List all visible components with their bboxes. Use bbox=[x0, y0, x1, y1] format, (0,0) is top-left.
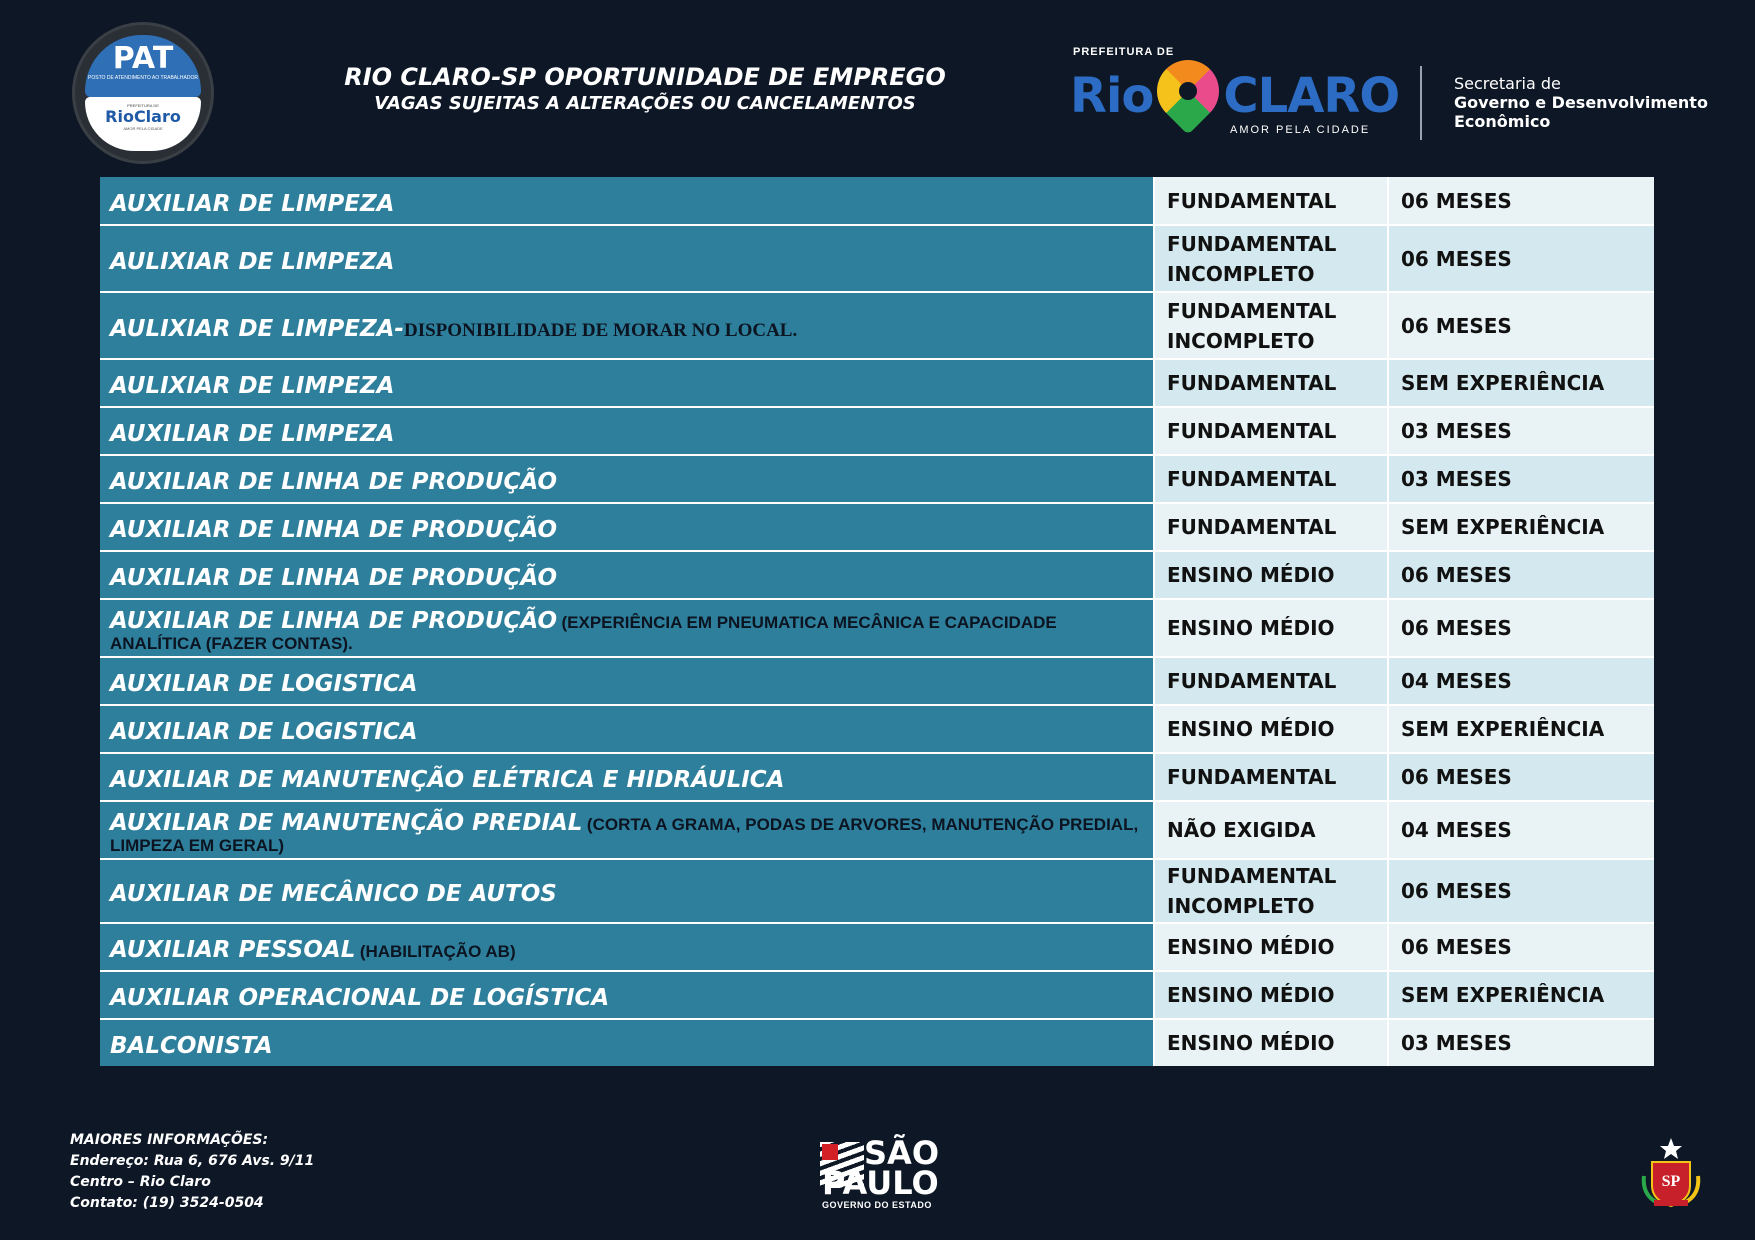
education-cell: FUNDAMENTAL bbox=[1155, 177, 1389, 224]
table-row bbox=[100, 226, 1654, 293]
table-row bbox=[100, 802, 1654, 860]
education-cell: ENSINO MÉDIO bbox=[1155, 706, 1389, 752]
experience-cell: 06 MESES bbox=[1389, 754, 1654, 800]
svg-text:SP: SP bbox=[1661, 1173, 1681, 1190]
job-note: (HABILITAÇÃO AB) bbox=[359, 942, 516, 961]
table-row bbox=[100, 600, 1654, 658]
job-title: AULIXIAR DE LIMPEZA bbox=[110, 373, 395, 399]
pat-logo-prefeitura: PREFEITURA DE bbox=[127, 103, 159, 108]
job-title-cell bbox=[100, 658, 1155, 704]
experience-cell: SEM EXPERIÊNCIA bbox=[1389, 360, 1654, 406]
job-title: AUXILIAR DE LIMPEZA bbox=[110, 190, 395, 217]
job-title-cell bbox=[100, 504, 1155, 550]
pat-logo-city: RioClaro bbox=[105, 107, 181, 126]
education-cell: FUNDAMENTAL bbox=[1155, 360, 1389, 406]
experience-cell: 06 MESES bbox=[1389, 177, 1654, 224]
experience-cell: 06 MESES bbox=[1389, 293, 1654, 358]
rio-claro-logo bbox=[1070, 46, 1400, 138]
table-row bbox=[100, 360, 1654, 408]
job-title-cell bbox=[100, 456, 1155, 502]
job-title-cell bbox=[100, 706, 1155, 752]
experience-cell: SEM EXPERIÊNCIA bbox=[1389, 972, 1654, 1018]
page-subtitle: VAGAS SUJEITAS A ALTERAÇÕES OU CANCELAMENTOS bbox=[374, 93, 916, 114]
education-cell: FUNDAMENTAL bbox=[1155, 658, 1389, 704]
job-title-cell bbox=[100, 226, 1155, 291]
experience-cell: 03 MESES bbox=[1389, 408, 1654, 454]
table-row bbox=[100, 456, 1654, 504]
table-row bbox=[100, 754, 1654, 802]
job-note: (CORTA A GRAMA, PODAS DE ARVORES, MANUTENÇÃO PREDIAL, LIMPEZA EM GERAL) bbox=[110, 815, 1139, 855]
job-title-cell bbox=[100, 754, 1155, 800]
header-divider bbox=[1420, 66, 1422, 140]
pat-logo-name: PAT bbox=[112, 41, 174, 76]
education-cell: ENSINO MÉDIO bbox=[1155, 1020, 1389, 1066]
experience-cell: 04 MESES bbox=[1389, 658, 1654, 704]
education-cell: NÃO EXIGIDA bbox=[1155, 802, 1389, 858]
job-title: AUXILIAR DE LINHA DE PRODUÇÃO bbox=[110, 565, 558, 591]
sp-coat-of-arms-icon bbox=[1640, 1136, 1702, 1210]
education-cell: FUNDAMENTAL INCOMPLETO bbox=[1155, 226, 1389, 291]
experience-cell: 03 MESES bbox=[1389, 1020, 1654, 1066]
page-header bbox=[0, 0, 1755, 175]
job-title-cell bbox=[100, 802, 1155, 858]
table-row bbox=[100, 408, 1654, 456]
pat-logo bbox=[72, 22, 214, 164]
job-note: (EXPERIÊNCIA EM PNEUMATICA MECÂNICA E CAPACIDADE ANALÍTICA (FAZER CONTAS). bbox=[110, 613, 1057, 653]
page-title: RIO CLARO-SP OPORTUNIDADE DE EMPREGO bbox=[344, 63, 946, 91]
job-title: AUXILIAR DE LINHA DE PRODUÇÃO bbox=[110, 608, 558, 634]
table-row bbox=[100, 706, 1654, 754]
job-title: AUXILIAR DE LINHA DE PRODUÇÃO bbox=[110, 517, 558, 543]
table-row bbox=[100, 504, 1654, 552]
job-title-cell bbox=[100, 1020, 1155, 1066]
job-title-cell bbox=[100, 600, 1155, 656]
job-title: AUXILIAR DE LOGISTICA bbox=[110, 719, 418, 745]
experience-cell: SEM EXPERIÊNCIA bbox=[1389, 706, 1654, 752]
experience-cell: 04 MESES bbox=[1389, 802, 1654, 858]
experience-cell: 06 MESES bbox=[1389, 860, 1654, 922]
education-cell: FUNDAMENTAL INCOMPLETO bbox=[1155, 293, 1389, 358]
table-row bbox=[100, 293, 1654, 360]
job-title-cell bbox=[100, 408, 1155, 454]
map-pin-icon bbox=[1145, 47, 1233, 135]
title-block bbox=[340, 62, 950, 116]
table-row bbox=[100, 658, 1654, 706]
table-row bbox=[100, 860, 1654, 924]
job-title-cell bbox=[100, 360, 1155, 406]
job-title-cell bbox=[100, 552, 1155, 598]
info-contact: Contato: (19) 3524-0504 bbox=[70, 1195, 264, 1211]
experience-cell: 06 MESES bbox=[1389, 226, 1654, 291]
education-cell: FUNDAMENTAL bbox=[1155, 754, 1389, 800]
job-title: AUXILIAR DE MANUTENÇÃO ELÉTRICA E HIDRÁULICA bbox=[110, 767, 785, 793]
education-cell: ENSINO MÉDIO bbox=[1155, 924, 1389, 970]
rc-logo-prefeitura: PREFEITURA DE bbox=[1073, 46, 1175, 58]
job-title-cell bbox=[100, 860, 1155, 922]
education-cell: ENSINO MÉDIO bbox=[1155, 552, 1389, 598]
table-row bbox=[100, 177, 1654, 226]
info-district: Centro – Rio Claro bbox=[70, 1174, 211, 1190]
job-title: AUXILIAR DE LIMPEZA bbox=[110, 421, 395, 447]
job-title: AUXILIAR PESSOAL bbox=[110, 937, 356, 963]
job-title-cell bbox=[100, 972, 1155, 1018]
education-cell: FUNDAMENTAL INCOMPLETO bbox=[1155, 860, 1389, 922]
job-title: AUXILIAR DE MECÂNICO DE AUTOS bbox=[110, 881, 557, 907]
info-address: Endereço: Rua 6, 676 Avs. 9/11 bbox=[70, 1153, 315, 1169]
job-title: AUXILIAR DE MANUTENÇÃO PREDIAL bbox=[110, 810, 583, 836]
job-title: AULIXIAR DE LIMPEZA- bbox=[110, 315, 404, 342]
job-note: DISPONIBILIDADE DE MORAR NO LOCAL. bbox=[403, 319, 798, 341]
info-title: MAIORES INFORMAÇÕES: bbox=[70, 1132, 269, 1148]
education-cell: FUNDAMENTAL bbox=[1155, 504, 1389, 550]
rc-logo-wordmark: Rio CLARO bbox=[1070, 60, 1399, 124]
experience-cell: 06 MESES bbox=[1389, 600, 1654, 656]
secretaria-label: Secretaria de Governo e Desenvolvimento Econômico bbox=[1454, 74, 1708, 131]
rc-logo-tagline: AMOR PELA CIDADE bbox=[1230, 124, 1371, 136]
table-row bbox=[100, 972, 1654, 1020]
education-cell: ENSINO MÉDIO bbox=[1155, 972, 1389, 1018]
job-title-cell bbox=[100, 924, 1155, 970]
education-cell: ENSINO MÉDIO bbox=[1155, 600, 1389, 656]
sao-paulo-government-logo: SÃO PAULO GOVERNO DO ESTADO bbox=[822, 1134, 940, 1210]
experience-cell: 06 MESES bbox=[1389, 552, 1654, 598]
experience-cell: 06 MESES bbox=[1389, 924, 1654, 970]
pat-logo-tagline: AMOR PELA CIDADE bbox=[123, 126, 163, 131]
experience-cell: SEM EXPERIÊNCIA bbox=[1389, 504, 1654, 550]
jobs-table bbox=[100, 177, 1654, 1066]
table-row bbox=[100, 1020, 1654, 1066]
contact-info bbox=[70, 1130, 314, 1214]
experience-cell: 03 MESES bbox=[1389, 456, 1654, 502]
job-title-cell bbox=[100, 293, 1155, 358]
education-cell: FUNDAMENTAL bbox=[1155, 456, 1389, 502]
job-title: AUXILIAR OPERACIONAL DE LOGÍSTICA bbox=[110, 985, 610, 1011]
table-row bbox=[100, 552, 1654, 600]
job-title-cell bbox=[100, 177, 1155, 224]
job-title: AULIXIAR DE LIMPEZA bbox=[110, 248, 395, 275]
pat-logo-subtitle: POSTO DE ATENDIMENTO AO TRABALHADOR bbox=[88, 75, 198, 81]
job-title: AUXILIAR DE LINHA DE PRODUÇÃO bbox=[110, 469, 558, 495]
job-title: AUXILIAR DE LOGISTICA bbox=[110, 671, 418, 697]
table-row bbox=[100, 924, 1654, 972]
education-cell: FUNDAMENTAL bbox=[1155, 408, 1389, 454]
job-title: BALCONISTA bbox=[110, 1033, 273, 1059]
